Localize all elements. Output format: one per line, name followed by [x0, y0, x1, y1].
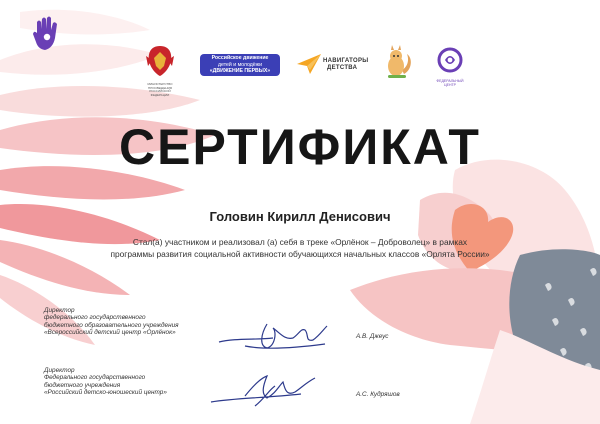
squirrel-mascot-icon: [382, 44, 414, 82]
recipient-name: Головин Кирилл Денисович: [209, 209, 391, 224]
federal-center-logo: [432, 46, 468, 87]
navigators-logo: [296, 50, 368, 80]
signer-name: А.С. Кудряшов: [356, 391, 400, 398]
signer-position: Директор: [44, 367, 75, 374]
navigators-line1: НАВИГАТОРЫ: [323, 58, 369, 64]
signer-org-line: федерального государственного: [44, 314, 146, 322]
federal-center-emblem-icon: [432, 46, 468, 74]
signature-scribble-icon: [215, 316, 335, 356]
ministry-emblem-icon: [140, 44, 180, 78]
signer-org-line: Федерального государственного: [44, 374, 146, 382]
signer-org-line: «Всероссийский детский центр «Орлёнок»: [44, 329, 176, 337]
certificate-title: СЕРТИФИКАТ: [119, 119, 481, 175]
signer-org-line: «Российский детско-юношеский центр»: [44, 389, 167, 397]
signer-org-line: бюджетного образовательного учреждения: [44, 321, 179, 329]
signature-block-rdyuc: [44, 367, 167, 397]
signer-org-line: бюджетного учреждения: [44, 381, 121, 389]
partner-logos: [0, 44, 600, 97]
paper-plane-icon: [296, 52, 322, 76]
movement-line3: «ДВИЖЕНИЕ ПЕРВЫХ»: [209, 67, 271, 74]
signature-block-orlyonok: [44, 307, 179, 337]
description-line: программы развития социальной активности обучающихся начальных классов «Орлята России»: [110, 249, 490, 259]
movement-line2: детей и молодёжи: [217, 61, 263, 68]
federal-center-caption: ФЕДЕРАЛЬНЫЙ ЦЕНТР: [436, 79, 464, 87]
description-line: Стал(а) участником и реализовал (а) себя в треке «Орлёнок – Доброволец» в рамках: [132, 237, 468, 247]
certificate-description: [70, 236, 530, 260]
navigators-line2: ДЕТСТВА: [327, 65, 358, 71]
ministry-logo: [140, 44, 180, 97]
signature-scribble-icon: [205, 368, 325, 410]
signer-name: А.В. Джеус: [356, 333, 389, 340]
ministry-caption: МИНИСТЕРСТВО ПРОСВЕЩЕНИЯ РОССИЙСКОЙ ФЕДЕРАЦИИ: [147, 82, 173, 97]
hands-illustration: [350, 160, 600, 424]
signer-position: Директор: [44, 307, 75, 314]
movement-line1: Российское движение: [211, 55, 269, 61]
movement-logo: [200, 54, 280, 76]
